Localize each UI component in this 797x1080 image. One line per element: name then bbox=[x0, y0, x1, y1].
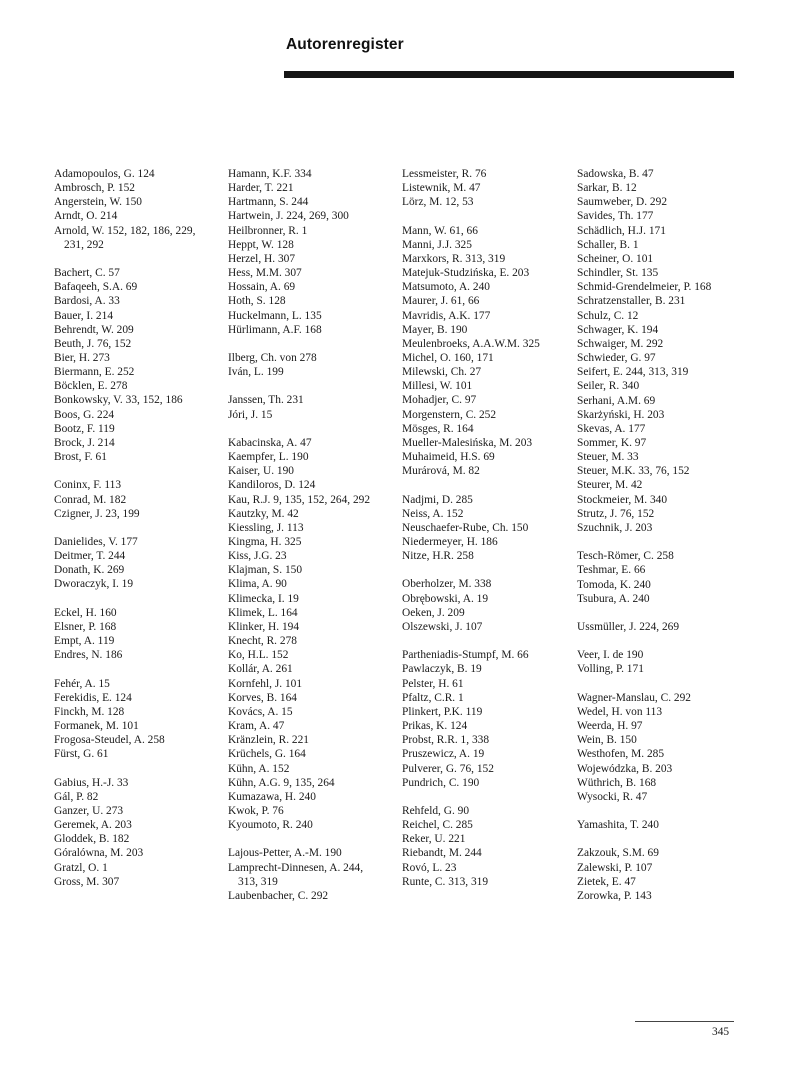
index-entry: Bafaqeeh, S.A. 69 bbox=[54, 281, 138, 294]
index-entry: Hürlimann, A.F. 168 bbox=[228, 323, 322, 336]
index-entry: Schwieder, G. 97 bbox=[577, 352, 656, 365]
index-entry: Bachert, C. 57 bbox=[54, 267, 120, 280]
index-entry: Böcklen, E. 278 bbox=[54, 380, 128, 393]
index-entry: Elsner, P. 168 bbox=[54, 620, 117, 633]
index-entry: Marxkors, R. 313, 319 bbox=[402, 252, 506, 265]
index-entry: Kornfehl, J. 101 bbox=[228, 677, 303, 690]
index-letter-group bbox=[402, 648, 540, 790]
index-entry: Klimecka, I. 19 bbox=[228, 592, 299, 605]
index-entry: Schindler, St. 135 bbox=[577, 267, 659, 280]
index-entry: Iván, L. 199 bbox=[228, 366, 284, 379]
index-entry: Pfaltz, C.R. 1 bbox=[402, 691, 464, 704]
index-entry: Arndt, O. 214 bbox=[54, 210, 118, 223]
index-entry: Probst, R.R. 1, 338 bbox=[402, 734, 490, 747]
index-column-3 bbox=[402, 167, 540, 903]
index-entry: Gratzl, O. 1 bbox=[54, 861, 108, 874]
index-entry: Conrad, M. 182 bbox=[54, 493, 127, 506]
index-letter-group bbox=[54, 266, 195, 464]
index-entry: Listewnik, M. 47 bbox=[402, 182, 481, 195]
index-entry: Wüthrich, B. 168 bbox=[577, 776, 657, 789]
index-entry: Biermann, E. 252 bbox=[54, 366, 135, 379]
index-entry: Pulverer, G. 76, 152 bbox=[402, 762, 494, 775]
index-entry: Schädlich, H.J. 171 bbox=[577, 224, 666, 237]
index-entry: Ilberg, Ch. von 278 bbox=[228, 352, 317, 365]
index-entry: Mann, W. 61, 66 bbox=[402, 224, 478, 237]
index-entry: Kiss, J.G. 23 bbox=[228, 550, 287, 563]
index-entry: Mavridis, A.K. 177 bbox=[402, 309, 491, 322]
index-entry: Ferekidis, E. 124 bbox=[54, 691, 132, 704]
index-entry: Hartwein, J. 224, 269, 300 bbox=[228, 210, 349, 223]
index-entry: Kaiser, U. 190 bbox=[228, 465, 294, 478]
index-entry: Kandiloros, D. 124 bbox=[228, 479, 316, 492]
index-entry: Obrębowski, A. 19 bbox=[402, 592, 489, 605]
index-entry: Jóri, J. 15 bbox=[228, 408, 273, 421]
index-entry: Gloddek, B. 182 bbox=[54, 833, 130, 846]
index-letter-group bbox=[402, 493, 540, 564]
index-entry: Pawlaczyk, B. 19 bbox=[402, 663, 482, 676]
index-entry: Savides, Th. 177 bbox=[577, 210, 654, 223]
index-letter-group bbox=[402, 804, 540, 889]
index-letter-group bbox=[54, 167, 195, 252]
index-entry: Kau, R.J. 9, 135, 152, 264, 292 bbox=[228, 493, 371, 506]
index-entry: Huckelmann, L. 135 bbox=[228, 309, 322, 322]
index-column-1 bbox=[54, 167, 195, 903]
index-entry: Heppt, W. 128 bbox=[228, 238, 294, 251]
index-letter-group bbox=[228, 436, 370, 832]
index-entry: Yamashita, T. 240 bbox=[577, 819, 659, 832]
index-entry: Manni, J.J. 325 bbox=[402, 238, 472, 251]
index-entry: Hoth, S. 128 bbox=[228, 295, 286, 308]
index-entry: Fehér, A. 15 bbox=[54, 677, 110, 690]
index-entry: Beuth, J. 76, 152 bbox=[54, 337, 132, 350]
index-entry: Fürst, G. 61 bbox=[54, 748, 109, 761]
index-entry: Mösges, R. 164 bbox=[402, 422, 474, 435]
index-entry: Behrendt, W. 209 bbox=[54, 323, 134, 336]
index-letter-group bbox=[228, 846, 370, 903]
index-letter-group bbox=[577, 549, 711, 606]
index-entry: Neiss, A. 152 bbox=[402, 507, 464, 520]
index-entry: Volling, P. 171 bbox=[577, 663, 644, 676]
index-letter-group bbox=[577, 167, 711, 535]
index-entry: Tomoda, K. 240 bbox=[577, 578, 651, 591]
index-letter-group bbox=[228, 167, 370, 337]
index-entry: Mohadjer, C. 97 bbox=[402, 394, 477, 407]
index-letter-group bbox=[228, 351, 370, 379]
index-entry: Deitmer, T. 244 bbox=[54, 550, 126, 563]
index-entry: Nitze, H.R. 258 bbox=[402, 550, 474, 563]
footer-rule bbox=[635, 1021, 734, 1022]
index-entry: Runte, C. 313, 319 bbox=[402, 875, 489, 888]
index-entry: Kabacinska, A. 47 bbox=[228, 436, 312, 449]
index-letter-group bbox=[54, 478, 195, 520]
index-letter-group bbox=[577, 846, 711, 903]
index-entry: Kovács, A. 15 bbox=[228, 705, 293, 718]
index-entry: Hartmann, S. 244 bbox=[228, 196, 309, 209]
index-entry: Danielides, V. 177 bbox=[54, 536, 138, 549]
index-entry: Ganzer, U. 273 bbox=[54, 804, 124, 817]
index-entry: Maurer, J. 61, 66 bbox=[402, 295, 480, 308]
index-entry: Kiessling, J. 113 bbox=[228, 521, 304, 534]
index-entry: Mueller-Malesińska, M. 203 bbox=[402, 436, 533, 449]
index-entry: Donath, K. 269 bbox=[54, 564, 125, 577]
index-letter-group bbox=[402, 577, 540, 634]
index-entry: Zalewski, P. 107 bbox=[577, 861, 653, 874]
index-entry: Oberholzer, M. 338 bbox=[402, 578, 492, 591]
index-entry: Gross, M. 307 bbox=[54, 875, 120, 888]
index-entry: Schaller, B. 1 bbox=[577, 238, 639, 251]
index-entry: Serhani, A.M. 69 bbox=[577, 394, 656, 407]
index-entry: Hossain, A. 69 bbox=[228, 281, 296, 294]
index-entry: Reker, U. 221 bbox=[402, 833, 466, 846]
index-entry: Brost, F. 61 bbox=[54, 451, 107, 464]
index-entry: Geremek, A. 203 bbox=[54, 819, 132, 832]
index-letter-group bbox=[54, 677, 195, 762]
index-entry: Brock, J. 214 bbox=[54, 436, 115, 449]
index-letter-group bbox=[402, 167, 540, 209]
index-entry-continuation: 231, 292 bbox=[64, 238, 104, 251]
index-entry-continuation: 313, 319 bbox=[238, 875, 278, 888]
index-letter-group bbox=[54, 776, 195, 889]
index-entry: Rovó, L. 23 bbox=[402, 861, 457, 874]
index-entry: Coninx, F. 113 bbox=[54, 479, 122, 492]
index-entry: Klima, A. 90 bbox=[228, 578, 287, 591]
index-entry: Wagner-Manslau, C. 292 bbox=[577, 691, 691, 704]
index-entry: Oeken, J. 209 bbox=[402, 606, 465, 619]
index-entry: Boos, G. 224 bbox=[54, 408, 115, 421]
index-entry: Partheniadis-Stumpf, M. 66 bbox=[402, 649, 529, 662]
index-entry: Ussmüller, J. 224, 269 bbox=[577, 620, 680, 633]
index-entry: Kränzlein, R. 221 bbox=[228, 734, 309, 747]
index-entry: Saumweber, D. 292 bbox=[577, 196, 668, 209]
index-entry: Wojewódzka, B. 203 bbox=[577, 762, 673, 775]
title-rule bbox=[284, 71, 734, 78]
index-entry: Michel, O. 160, 171 bbox=[402, 352, 494, 365]
index-entry: Niedermeyer, H. 186 bbox=[402, 536, 498, 549]
index-entry: Góralówna, M. 203 bbox=[54, 847, 144, 860]
index-entry: Kollár, A. 261 bbox=[228, 663, 293, 676]
index-letter-group bbox=[228, 393, 370, 421]
index-entry: Bonkowsky, V. 33, 152, 186 bbox=[54, 394, 183, 407]
index-entry: Lamprecht-Dinnesen, A. 244, bbox=[228, 861, 364, 874]
index-entry: Knecht, R. 278 bbox=[228, 635, 297, 648]
index-letter-group bbox=[577, 691, 711, 804]
index-entry: Reichel, C. 285 bbox=[402, 819, 473, 832]
index-entry: Kühn, A.G. 9, 135, 264 bbox=[228, 776, 335, 789]
index-entry: Gabius, H.-J. 33 bbox=[54, 776, 129, 789]
index-entry: Sadowska, B. 47 bbox=[577, 168, 654, 180]
index-entry: Steuer, M. 33 bbox=[577, 451, 639, 464]
index-entry: Heilbronner, R. 1 bbox=[228, 224, 308, 237]
index-entry: Kwok, P. 76 bbox=[228, 804, 284, 817]
index-entry: Laubenbacher, C. 292 bbox=[228, 889, 329, 902]
index-entry: Steuer, M.K. 33, 76, 152 bbox=[577, 465, 690, 478]
index-entry: Matsumoto, A. 240 bbox=[402, 281, 490, 294]
index-letter-group bbox=[54, 535, 195, 592]
index-entry: Weerda, H. 97 bbox=[577, 720, 643, 733]
index-entry: Mayer, B. 190 bbox=[402, 323, 468, 336]
index-entry: Frogosa-Steudel, A. 258 bbox=[54, 734, 165, 747]
index-entry: Seifert, E. 244, 313, 319 bbox=[577, 366, 689, 379]
index-entry: Millesi, W. 101 bbox=[402, 380, 473, 393]
index-entry: Riebandt, M. 244 bbox=[402, 847, 482, 860]
index-entry: Kumazawa, H. 240 bbox=[228, 790, 316, 803]
index-entry: Arnold, W. 152, 182, 186, 229, bbox=[54, 224, 196, 237]
index-entry: Klajman, S. 150 bbox=[228, 564, 303, 577]
index-entry: Ko, H.L. 152 bbox=[228, 649, 289, 662]
index-entry: Kautzky, M. 42 bbox=[228, 507, 299, 520]
page-number: 345 bbox=[712, 1026, 730, 1038]
index-entry: Seiler, R. 340 bbox=[577, 380, 640, 393]
index-entry: Wysocki, R. 47 bbox=[577, 790, 648, 803]
index-entry: Angerstein, W. 150 bbox=[54, 196, 142, 209]
index-entry: Hess, M.M. 307 bbox=[228, 267, 302, 280]
index-letter-group bbox=[577, 620, 711, 634]
page-title: Autorenregister bbox=[286, 36, 404, 53]
index-letter-group bbox=[577, 818, 711, 832]
index-entry: Nadjmi, D. 285 bbox=[402, 493, 473, 506]
index-entry: Eckel, H. 160 bbox=[54, 606, 117, 619]
index-entry: Zorowka, P. 143 bbox=[577, 889, 652, 902]
index-entry: Bootz, F. 119 bbox=[54, 422, 115, 435]
index-entry: Veer, I. de 190 bbox=[577, 649, 644, 662]
index-entry: Korves, B. 164 bbox=[228, 691, 297, 704]
index-entry: Strutz, J. 76, 152 bbox=[577, 507, 655, 520]
index-letter-group bbox=[54, 606, 195, 663]
index-entry: Plinkert, P.K. 119 bbox=[402, 705, 483, 718]
index-entry: Czigner, J. 23, 199 bbox=[54, 507, 140, 520]
index-entry: Adamopoulos, G. 124 bbox=[54, 168, 155, 180]
index-entry: Morgenstern, C. 252 bbox=[402, 408, 497, 421]
index-entry: Wedel, H. von 113 bbox=[577, 705, 663, 718]
index-column-4 bbox=[577, 167, 711, 917]
index-entry: Hamann, K.F. 334 bbox=[228, 168, 312, 180]
index-column-2 bbox=[228, 167, 370, 917]
index-entry: Pelster, H. 61 bbox=[402, 677, 464, 690]
index-entry: Empt, A. 119 bbox=[54, 635, 115, 648]
index-entry: Muhaimeid, H.S. 69 bbox=[402, 451, 495, 464]
index-entry: Neuschaefer-Rube, Ch. 150 bbox=[402, 521, 529, 534]
index-entry: Lörz, M. 12, 53 bbox=[402, 196, 474, 209]
index-entry: Matejuk-Studzińska, E. 203 bbox=[402, 267, 530, 280]
index-entry: Lajous-Petter, A.-M. 190 bbox=[228, 847, 342, 860]
index-entry: Schratzenstaller, B. 231 bbox=[577, 295, 686, 308]
index-entry: Zietek, E. 47 bbox=[577, 875, 636, 888]
index-entry: Szuchnik, J. 203 bbox=[577, 521, 653, 534]
index-entry: Gál, P. 82 bbox=[54, 790, 99, 803]
index-entry: Rehfeld, G. 90 bbox=[402, 804, 470, 817]
index-entry: Kyoumoto, R. 240 bbox=[228, 819, 313, 832]
index-entry: Westhofen, M. 285 bbox=[577, 748, 665, 761]
index-entry: Sommer, K. 97 bbox=[577, 436, 647, 449]
index-entry: Stockmeier, M. 340 bbox=[577, 493, 668, 506]
index-entry: Ambrosch, P. 152 bbox=[54, 182, 136, 195]
index-entry: Finckh, M. 128 bbox=[54, 705, 125, 718]
index-entry: Teshmar, E. 66 bbox=[577, 564, 646, 577]
index-entry: Schwager, K. 194 bbox=[577, 323, 659, 336]
index-entry: Harder, T. 221 bbox=[228, 182, 294, 195]
index-entry: Bauer, I. 214 bbox=[54, 309, 114, 322]
index-entry: Sarkar, B. 12 bbox=[577, 182, 637, 195]
index-letter-group bbox=[577, 648, 711, 676]
index-entry: Zakzouk, S.M. 69 bbox=[577, 847, 659, 860]
index-entry: Meulenbroeks, A.A.W.M. 325 bbox=[402, 337, 540, 350]
index-entry: Pruszewicz, A. 19 bbox=[402, 748, 485, 761]
index-entry: Kühn, A. 152 bbox=[228, 762, 290, 775]
index-entry: Pundrich, C. 190 bbox=[402, 776, 480, 789]
index-entry: Formanek, M. 101 bbox=[54, 720, 139, 733]
index-entry: Wein, B. 150 bbox=[577, 734, 637, 747]
index-entry: Klimek, L. 164 bbox=[228, 606, 298, 619]
index-entry: Bier, H. 273 bbox=[54, 352, 110, 365]
index-entry: Skarżyński, H. 203 bbox=[577, 408, 665, 421]
index-entry: Tesch-Römer, C. 258 bbox=[577, 550, 674, 563]
index-entry: Lessmeister, R. 76 bbox=[402, 168, 487, 180]
index-entry: Schwaiger, M. 292 bbox=[577, 337, 664, 350]
index-entry: Skevas, A. 177 bbox=[577, 422, 646, 435]
index-entry: Kingma, H. 325 bbox=[228, 536, 302, 549]
index-entry: Olszewski, J. 107 bbox=[402, 620, 483, 633]
index-entry: Steurer, M. 42 bbox=[577, 479, 643, 492]
index-entry: Endres, N. 186 bbox=[54, 649, 123, 662]
index-entry: Schmid-Grendelmeier, P. 168 bbox=[577, 281, 712, 294]
index-entry: Krüchels, G. 164 bbox=[228, 748, 306, 761]
index-entry: Dworaczyk, I. 19 bbox=[54, 578, 134, 591]
index-entry: Janssen, Th. 231 bbox=[228, 394, 304, 407]
index-entry: Murárová, M. 82 bbox=[402, 465, 480, 478]
index-entry: Schulz, C. 12 bbox=[577, 309, 639, 322]
index-entry: Kaempfer, L. 190 bbox=[228, 451, 309, 464]
index-entry: Milewski, Ch. 27 bbox=[402, 366, 482, 379]
index-entry: Tsubura, A. 240 bbox=[577, 592, 650, 605]
index-entry: Herzel, H. 307 bbox=[228, 252, 296, 265]
index-letter-group bbox=[402, 224, 540, 479]
index-entry: Bardosi, A. 33 bbox=[54, 295, 120, 308]
index-entry: Scheiner, O. 101 bbox=[577, 252, 654, 265]
index-entry: Klinker, H. 194 bbox=[228, 620, 300, 633]
index-entry: Prikas, K. 124 bbox=[402, 720, 468, 733]
index-entry: Kram, A. 47 bbox=[228, 720, 285, 733]
